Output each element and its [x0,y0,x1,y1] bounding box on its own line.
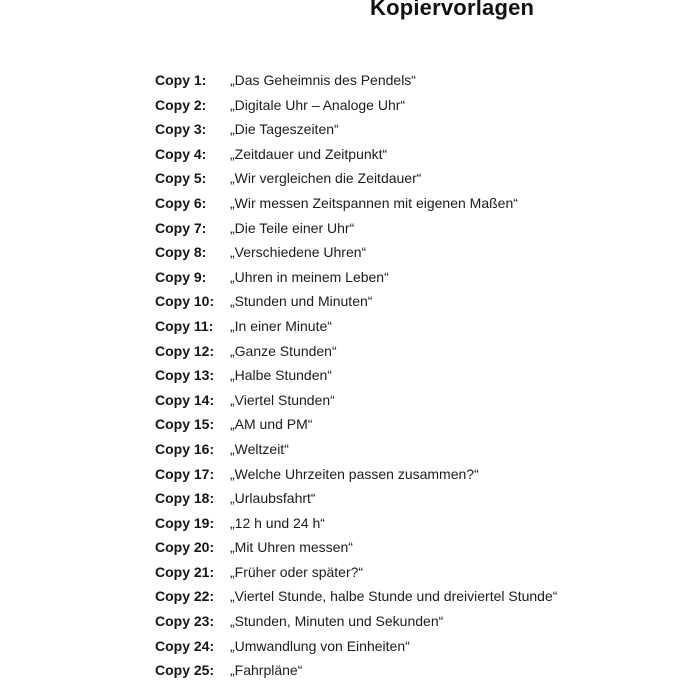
list-item [155,609,655,634]
list-item [155,314,655,339]
copy-label: Copy 24: [155,637,215,654]
list-item [155,584,655,609]
list-item [155,511,655,536]
copy-title: „Uhren in meinem Leben“ [230,268,389,285]
copy-label: Copy 15: [155,416,215,433]
list-item [155,560,655,585]
list-item [155,240,655,265]
list-item [155,486,655,511]
copy-title: „Mit Uhren messen“ [230,539,353,556]
list-item [155,412,655,437]
copy-title: „Weltzeit“ [230,440,289,457]
copy-title: „Welche Uhrzeiten passen zusammen?“ [230,465,479,482]
list-item [155,363,655,388]
list-item [155,462,655,487]
copy-label: Copy 23: [155,613,215,630]
copy-title: „Urlaubsfahrt“ [230,490,316,507]
copy-title: „Digitale Uhr – Analoge Uhr“ [230,96,406,113]
copy-title: „Umwandlung von Einheiten“ [230,637,410,654]
copy-label: Copy 16: [155,440,215,457]
list-item [155,68,655,93]
copy-title: „Wir messen Zeitspannen mit eigenen Maßen“ [230,194,518,211]
copy-label: Copy 21: [155,563,215,580]
copy-title: „Fahrpläne“ [230,662,303,679]
copy-label: Copy 25: [155,662,215,679]
copy-label: Copy 12: [155,342,215,359]
copy-label: Copy 18: [155,490,215,507]
list-item [155,339,655,364]
list-item [155,388,655,413]
copy-list [155,68,655,680]
copy-label: Copy 14: [155,391,215,408]
list-item [155,658,655,680]
copy-title: „In einer Minute“ [230,317,332,334]
page-title: Kopiervorlagen [370,0,535,20]
copy-title: „Stunden, Minuten und Sekunden“ [230,613,444,630]
copy-label: Copy 13: [155,367,215,384]
copy-label: Copy 1: [155,72,207,88]
list-item [155,191,655,216]
list-item [155,634,655,659]
list-item [155,535,655,560]
copy-title: „Halbe Stunden“ [230,367,332,384]
copy-label: Copy 17: [155,465,215,482]
copy-label: Copy 6: [155,194,207,211]
copy-label: Copy 10: [155,293,215,310]
copy-title: „Ganze Stunden“ [230,342,337,359]
copy-title: „Die Tageszeiten“ [230,121,339,138]
copy-title: „AM und PM“ [230,416,313,433]
list-item [155,166,655,191]
copy-title: „Viertel Stunde, halbe Stunde und dreiviertel Stunde“ [230,588,558,605]
copy-title: „Das Geheimnis des Pendels“ [230,72,416,88]
copy-label: Copy 3: [155,121,207,138]
copy-title: „Zeitdauer und Zeitpunkt“ [230,145,388,162]
copy-title: „Die Teile einer Uhr“ [230,219,355,236]
copy-title: „Wir vergleichen die Zeitdauer“ [230,170,422,187]
list-item [155,289,655,314]
list-item [155,93,655,118]
copy-label: Copy 11: [155,317,214,334]
list-item [155,437,655,462]
copy-label: Copy 2: [155,96,207,113]
copy-title: „Viertel Stunden“ [230,391,335,408]
list-item [155,265,655,290]
copy-label: Copy 9: [155,268,207,285]
copy-title: „Verschiedene Uhren“ [230,244,367,261]
copy-label: Copy 20: [155,539,215,556]
copy-title: „Früher oder später?“ [230,563,364,580]
list-item [155,216,655,241]
copy-label: Copy 8: [155,244,207,261]
copy-title: „12 h und 24 h“ [230,514,325,531]
copy-label: Copy 7: [155,219,207,236]
copy-label: Copy 4: [155,145,207,162]
copy-label: Copy 22: [155,588,215,605]
copy-label: Copy 5: [155,170,207,187]
copy-title: „Stunden und Minuten“ [230,293,373,310]
copy-label: Copy 19: [155,514,215,531]
list-item [155,117,655,142]
list-item [155,142,655,167]
